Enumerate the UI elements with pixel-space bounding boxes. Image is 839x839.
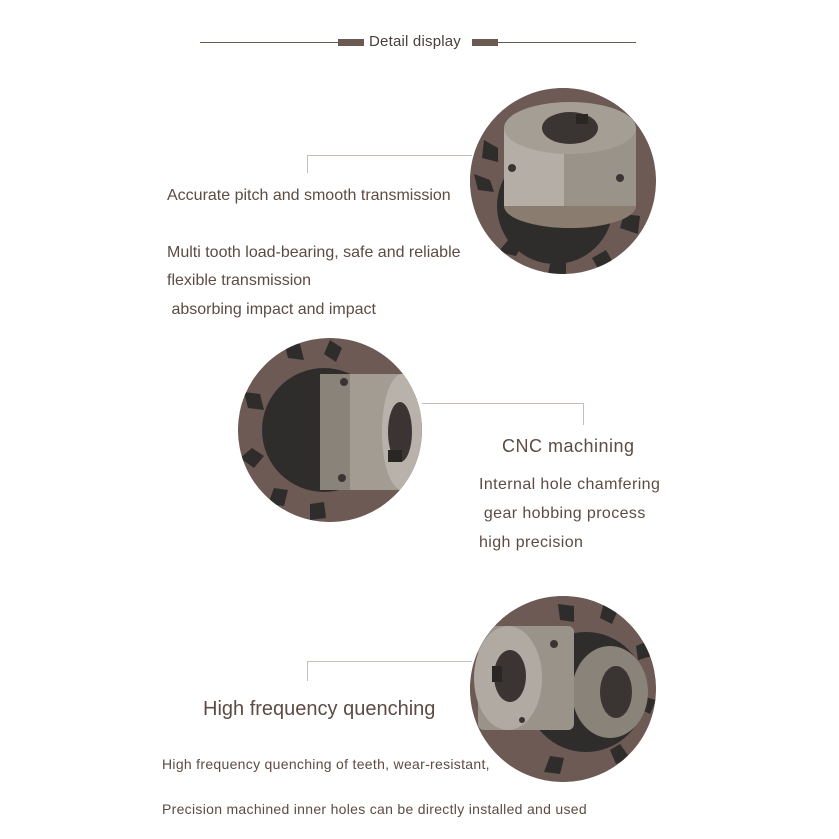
leader-tick-3 (307, 661, 308, 681)
header-rule-right (498, 42, 636, 43)
leader-line-2 (422, 403, 584, 404)
section-2-line-2: gear hobbing process (479, 505, 646, 522)
sprocket-image-3 (470, 596, 656, 782)
header-rule-left (200, 42, 338, 43)
section-2-line-3: high precision (479, 534, 584, 551)
section-1-heading: Accurate pitch and smooth transmission (167, 187, 451, 204)
section-1-line-2: flexible transmission (167, 272, 312, 289)
header-title: Detail display (369, 33, 462, 50)
sprocket-photo-1 (470, 88, 656, 274)
section-2-line-1: Internal hole chamfering (479, 476, 661, 493)
header-bar-left (338, 39, 364, 46)
sprocket-photo-3 (470, 596, 656, 782)
header-bar-right (472, 39, 498, 46)
sprocket-image-1 (470, 88, 656, 274)
sprocket-photo-2 (238, 338, 422, 522)
section-1-line-1: Multi tooth load-bearing, safe and reliable (167, 244, 461, 261)
section-header (0, 28, 839, 58)
section-3-line-1: High frequency quenching of teeth, wear-resistant, (162, 756, 490, 772)
section-2-heading: CNC machining (502, 436, 635, 456)
leader-tick-1 (307, 155, 308, 173)
leader-tick-2 (583, 403, 584, 425)
sprocket-image-2 (238, 338, 422, 522)
section-3-heading: High frequency quenching (203, 698, 436, 720)
section-1-line-3: absorbing impact and impact (167, 301, 376, 318)
section-3-line-2: Precision machined inner holes can be directly installed and used (162, 801, 587, 817)
leader-line-3 (307, 661, 472, 662)
leader-line-1 (307, 155, 472, 156)
